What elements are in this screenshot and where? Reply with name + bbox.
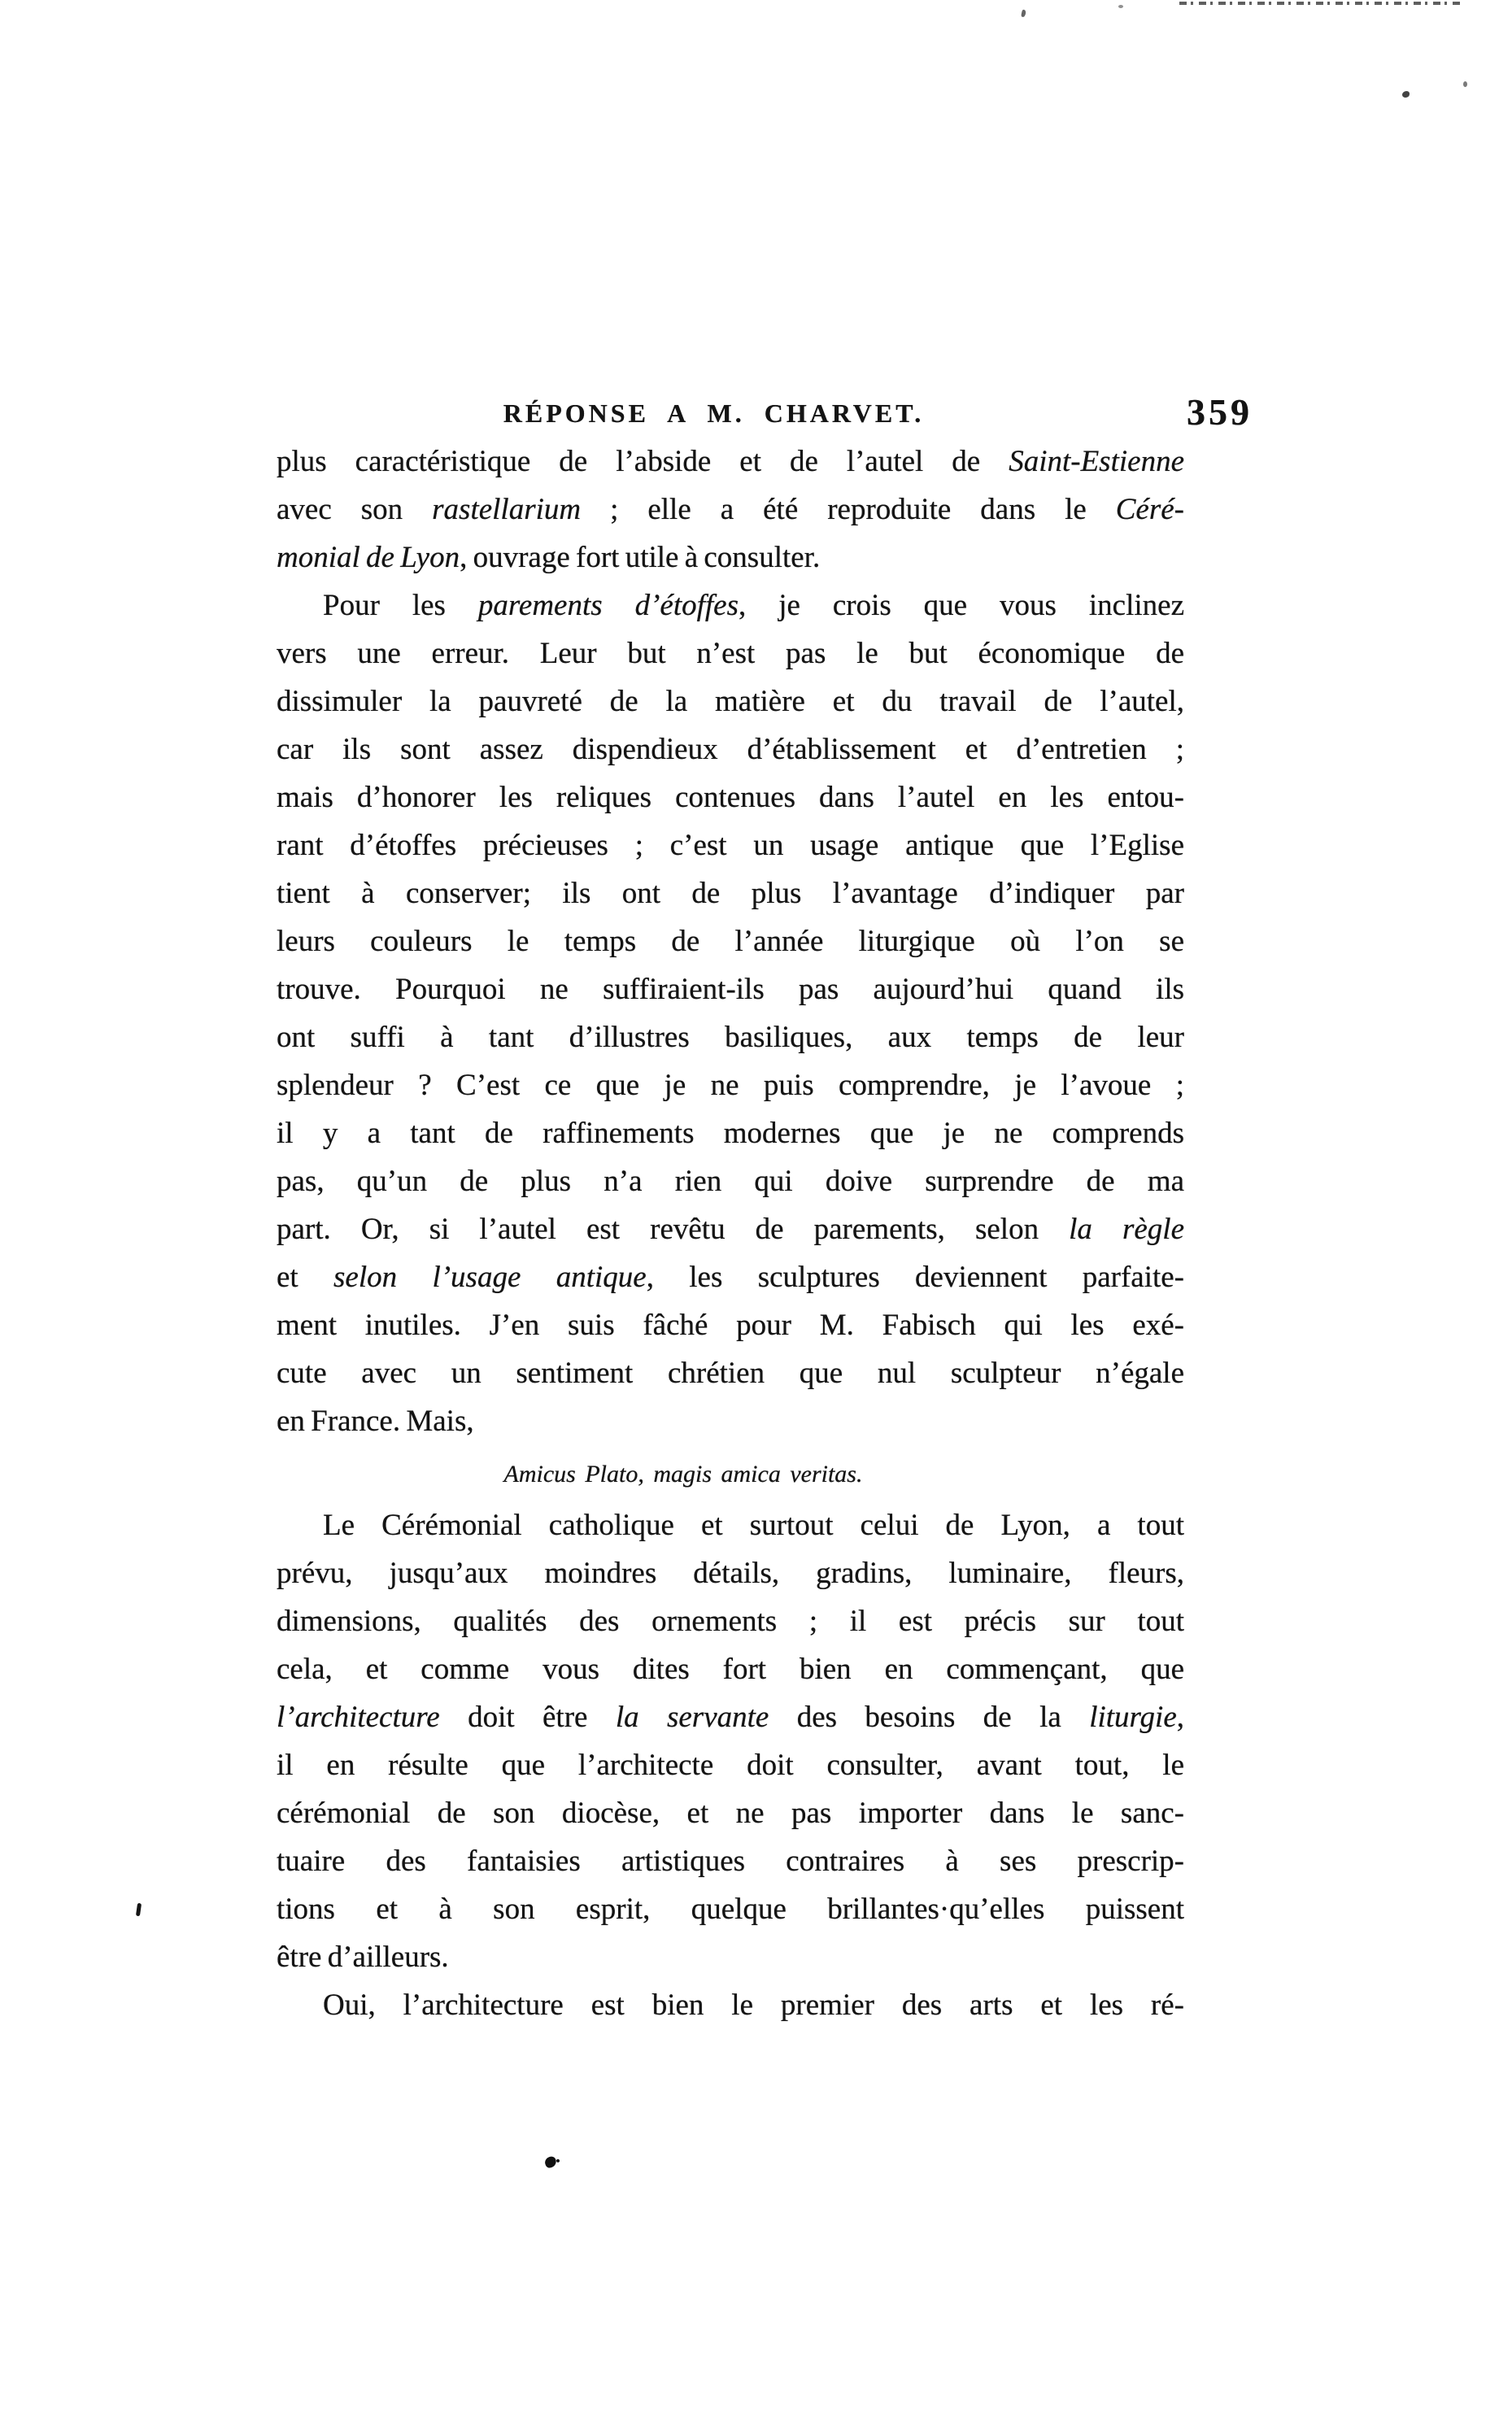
italic-text-segment: la servante [615,1701,769,1734]
text-segment: et [277,1261,334,1294]
text-segment: ; elle a été reproduite dans le [581,493,1116,526]
text-line [277,486,1184,534]
text-line [277,1157,1184,1205]
text-line [277,1397,1184,1445]
text-segment: Amicus Plato, magis amica veritas. [503,1461,863,1488]
text-segment: , je crois que vous inclinez [739,589,1184,622]
text-line [277,725,1184,773]
text-line [277,1301,1184,1349]
text-segment: tions et à son esprit, quelque brillantes·qu’elles puissent [277,1893,1184,1926]
text-line [277,629,1184,677]
text-segment: cérémonial de son diocèse, et ne pas importer dans le sanc- [277,1797,1184,1830]
text-segment: leurs couleurs le temps de l’année liturgique où l’on se [277,925,1184,958]
margin-mark-artifact [136,1903,142,1917]
text-segment: , ouvrage fort utile à consulter. [460,541,821,574]
text-line [277,821,1184,869]
italic-text-segment: Saint-Estienne [1009,445,1184,478]
text-line [277,1205,1184,1253]
text-line [277,1933,1184,1981]
text-line [277,1349,1184,1397]
text-segment: cute avec un sentiment chrétien que nul sculpteur n’égale [277,1357,1184,1390]
text-segment: en France. Mais, [277,1405,474,1438]
text-segment: ment inutiles. J’en suis fâché pour M. Fabisch qui les exé- [277,1309,1184,1342]
text-segment: être d’ailleurs. [277,1941,449,1974]
text-segment: plus caractéristique de l’abside et de l’autel de [277,445,1009,478]
text-line [277,773,1184,821]
text-segment: car ils sont assez dispendieux d’établissement et d’entretien ; [277,733,1184,766]
text-line [277,1885,1184,1933]
text-segment: tuaire des fantaisies artistiques contraires à ses prescrip- [277,1845,1184,1878]
text-segment: , les sculptures deviennent parfaite- [646,1261,1184,1294]
italic-text-segment: liturgie [1089,1701,1177,1734]
text-segment: vers une erreur. Leur but n’est pas le but économique de [277,637,1184,670]
text-line [277,1789,1184,1837]
text-line [277,582,1184,629]
text-segment: dimensions, qualités des ornements ; il est précis sur tout [277,1605,1184,1638]
scan-speck [1021,10,1026,18]
text-line [277,1109,1184,1157]
text-line [277,534,1184,582]
page-body-text [277,438,1184,2029]
text-segment: splendeur ? C’est ce que je ne puis comprendre, je l’avoue ; [277,1069,1184,1102]
text-line [277,438,1184,486]
text-segment: ont suffi à tant d’illustres basiliques, aux temps de leur [277,1021,1184,1054]
running-header-title: RÉPONSE A M. CHARVET. [503,399,925,428]
text-line [277,869,1184,917]
text-segment: doit être [439,1701,616,1734]
italic-text-segment: la règle [1069,1213,1184,1246]
text-line [277,1061,1184,1109]
text-segment: il y a tant de raffinements modernes que je ne comprends [277,1117,1184,1150]
text-segment: prévu, jusqu’aux moindres détails, gradins, luminaire, fleurs, [277,1557,1184,1590]
italic-text-segment: parements d’étoffes [477,589,739,622]
scan-artifact-dashed-line [1179,2,1460,5]
text-segment: avec son [277,493,433,526]
italic-text-segment: l’architecture [277,1701,440,1734]
text-line [277,1741,1184,1789]
italic-text-segment: Céré- [1115,493,1184,526]
page-number: 359 [1187,391,1253,433]
text-line [277,1645,1184,1693]
ink-blot-artifact [543,2155,558,2169]
text-segment: part. Or, si l’autel est revêtu de parements, selon [277,1213,1070,1246]
text-line [277,1501,1184,1549]
text-line [277,965,1184,1013]
running-header [260,391,1253,439]
text-line [277,1837,1184,1885]
text-line [277,677,1184,725]
text-line [277,1597,1184,1645]
text-segment: dissimuler la pauvreté de la matière et du travail de l’autel, [277,685,1184,718]
text-segment: mais d’honorer les reliques contenues dans l’autel en les entou- [277,781,1184,814]
text-segment: Le Cérémonial catholique et surtout celui de Lyon, a tout [323,1509,1184,1542]
scan-speck [1118,5,1123,8]
text-segment: , [1176,1701,1184,1734]
text-line [277,917,1184,965]
text-line [277,1253,1184,1301]
text-line [277,1549,1184,1597]
text-segment: des besoins de la [769,1701,1090,1734]
text-line [277,1981,1184,2029]
text-segment: tient à conserver; ils ont de plus l’avantage d’indiquer par [277,877,1184,910]
text-segment: Pour les [323,589,478,622]
latin-quote-line [229,1450,1137,1498]
text-segment: il en résulte que l’architecte doit consulter, avant tout, le [277,1749,1184,1782]
scan-speck [1463,81,1467,87]
italic-text-segment: monial de Lyon [277,541,460,574]
italic-text-segment: rastellarium [432,493,582,526]
text-segment: cela, et comme vous dites fort bien en commençant, que [277,1653,1184,1686]
text-segment: pas, qu’un de plus n’a rien qui doive surprendre de ma [277,1165,1184,1198]
scan-speck [1402,91,1410,98]
text-segment: trouve. Pourquoi ne suffiraient-ils pas aujourd’hui quand ils [277,973,1184,1006]
text-segment: rant d’étoffes précieuses ; c’est un usage antique que l’Eglise [277,829,1184,862]
italic-text-segment: selon l’usage antique [333,1261,647,1294]
text-segment: Oui, l’architecture est bien le premier des arts et les ré- [323,1989,1184,2022]
text-line [277,1693,1184,1741]
text-line [277,1013,1184,1061]
